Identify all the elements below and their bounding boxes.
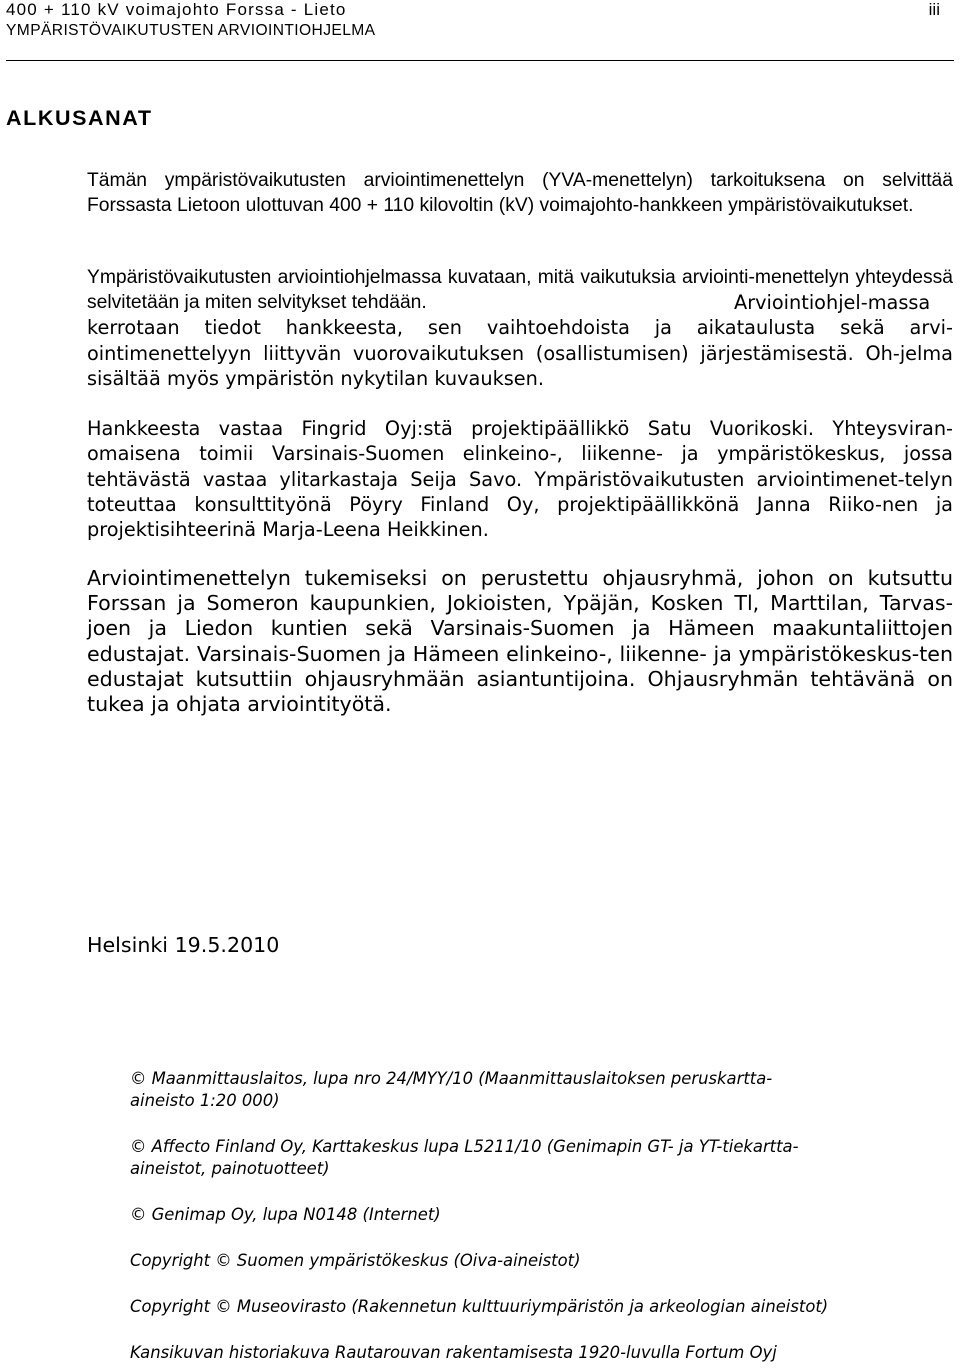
paragraph-responsibilities: Hankkeesta vastaa Fingrid Oyj:stä projektipäällikkö Satu Vuorikoski. Yhteysviran-omaisena toimii Varsinais-Suomen elinkeino-, liikenne- ja ympäristökeskus, jossa tehtävästä vastaa ylitarkastaja Seija Savo. Ympäristövaikutusten arviointimenet-telyn toteuttaa konsulttityönä Pöyry Finland Oy, projektipäällikkönä Janna Riiko-nen ja projektisihteerinä Marja-Leena Heikkinen.	[87, 417, 953, 542]
paragraph-purpose: Tämän ympäristövaikutusten arviointimenettelyn (YVA-menettelyn) tarkoituksena on selvittää Forssasta Lietoon ulottuvan 400 + 110 kilovoltin (kV) voimajohto-hankkeen ympäristövaikutukset.	[87, 170, 953, 217]
page-number: iii	[928, 0, 940, 19]
credit-item: © Affecto Finland Oy, Karttakeskus lupa L5211/10 (Genimapin GT- ja YT-tiekartta- aineistot, painotuotteet)	[130, 1137, 799, 1178]
page-header	[6, 0, 954, 62]
paragraph-steering-group: Arviointimenettelyn tukemiseksi on perustettu ohjausryhmä, johon on kutsuttu Forssan ja Someron kaupunkien, Jokioisten, Ypäjän, Kosken Tl, Marttilan, Tarvas-joen ja Liedon kuntien sekä Varsinais-Suomen ja Hämeen maakuntaliittojen edustajat. Varsinais-Suomen ja Hämeen elinkeino-, liikenne- ja ympäristökeskus-ten edustajat kutsuttiin ohjausryhmään asiantuntijoina. Ohjausryhmän tehtävänä on tukea ja ohjata arviointityötä.	[87, 566, 953, 717]
credit-item: © Maanmittauslaitos, lupa nro 24/MYY/10 (Maanmittauslaitoksen peruskartta- aineisto 1:20 000)	[130, 1069, 773, 1110]
credit-item: Copyright © Museovirasto (Rakennetun kulttuuriympäristön ja arkeologian aineistot)	[130, 1297, 829, 1316]
credits-list	[130, 1068, 930, 1364]
section-heading: ALKUSANAT	[6, 106, 153, 130]
paragraph-program-details-text: Arviointiohjel-massa kerrotaan tiedot hankkeesta, sen vaihtoehdoista ja aikataulusta sekä arvi-ointimenettelyyn liittyvän vuorovaikutuksen (osallistumisen) järjestämisestä. Oh-jelma sisältää myös ympäristön nykytilan kuvauksen.	[87, 291, 953, 390]
document-subtitle: YMPÄRISTÖVAIKUTUSTEN ARVIOINTIOHJELMA	[6, 22, 376, 39]
paragraph-program-content: Ympäristövaikutusten arviointiohjelmassa kuvataan, mitä vaikutuksia arviointi-menettelyn yhteydessä selvitetään ja miten selvitykset tehdään.	[87, 267, 953, 314]
paragraph-program-details-wrap	[87, 290, 953, 391]
place-and-date: Helsinki 19.5.2010	[87, 933, 280, 957]
credit-item: © Genimap Oy, lupa N0148 (Internet)	[130, 1205, 441, 1224]
credit-item: Copyright © Suomen ympäristökeskus (Oiva-aineistot)	[130, 1251, 581, 1270]
document-title: 400 + 110 kV voimajohto Forssa - Lieto	[6, 0, 347, 19]
header-divider	[6, 60, 954, 61]
credit-item: Kansikuvan historiakuva Rautarouvan rakentamisesta 1920-luvulla Fortum Oyj	[130, 1343, 777, 1362]
